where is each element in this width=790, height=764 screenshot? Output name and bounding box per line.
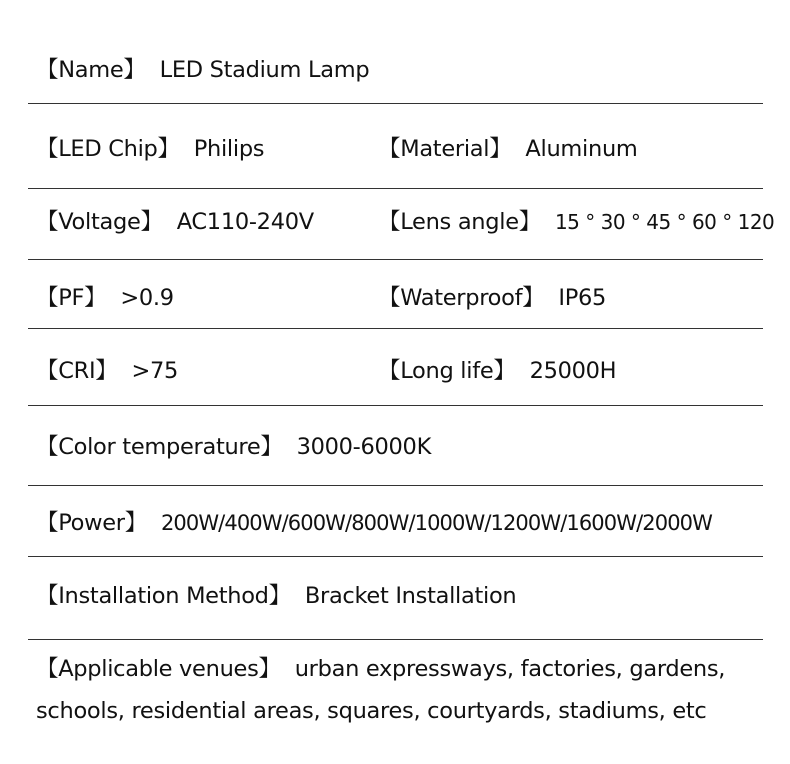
spec-label: 【Installation Method】 [36,583,291,609]
divider [28,188,763,189]
spec-label: 【Color temperature】 [36,434,283,460]
divider [28,485,763,486]
divider [28,328,763,329]
spec-waterproof [378,280,606,312]
spec-value: >0.9 [120,285,174,311]
spec-power [36,505,712,537]
spec-pf [36,280,174,312]
spec-value: >75 [131,358,179,384]
spec-long-life [378,353,616,385]
spec-value: Philips [193,136,265,162]
spec-color-temperature [36,429,431,461]
spec-value: Bracket Installation [304,583,517,609]
spec-label: 【Lens angle】 [378,209,541,235]
spec-label: 【Voltage】 [36,209,163,235]
divider [28,259,763,260]
spec-label: 【Name】 [36,57,146,83]
spec-cri [36,353,178,385]
spec-lens-angle [378,204,774,236]
spec-voltage [36,204,314,236]
spec-led-chip [36,131,264,163]
spec-value: 3000-6000K [296,434,432,460]
spec-value: 200W/400W/600W/800W/1000W/1200W/1600W/2000W [160,511,712,535]
spec-installation-method [36,578,516,610]
spec-value: urban expressways, factories, gardens, schools, residential areas, squares, courtyards, stadiums, etc [36,656,726,724]
spec-value: 25000H [529,358,617,384]
spec-label: 【PF】 [36,285,107,311]
spec-label: 【Power】 [36,510,147,536]
spec-name [36,52,369,84]
spec-label: 【Applicable venues】 [36,656,281,682]
spec-material [378,131,638,163]
spec-value: IP65 [558,285,607,311]
spec-label: 【Waterproof】 [378,285,545,311]
spec-label: 【LED Chip】 [36,136,180,162]
spec-label: 【CRI】 [36,358,118,384]
spec-label: 【Long life】 [378,358,516,384]
divider [28,405,763,406]
spec-label: 【Material】 [378,136,512,162]
divider [28,103,763,104]
spec-value: LED Stadium Lamp [159,57,370,83]
divider [28,556,763,557]
spec-value: AC110-240V [176,209,314,235]
spec-value: Aluminum [525,136,638,162]
spec-applicable-venues [36,648,776,732]
spec-value: 15 ° 30 ° 45 ° 60 ° 120 [554,210,775,234]
divider [28,639,763,640]
